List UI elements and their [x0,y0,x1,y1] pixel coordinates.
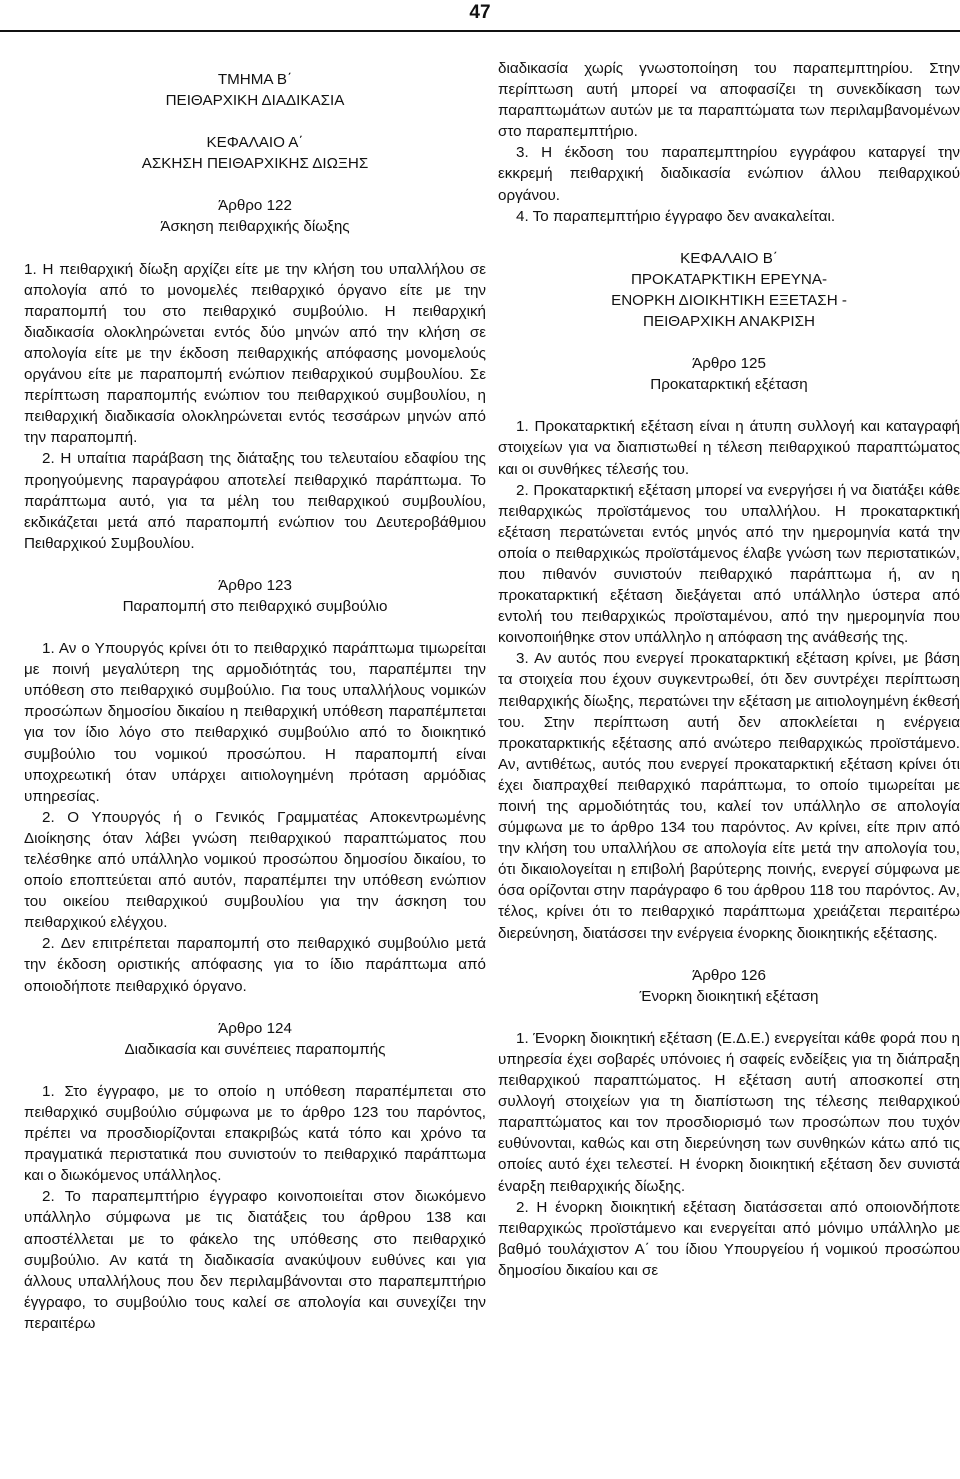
article-124-paragraph-1: 1. Στο έγγραφο, με το οποίο η υπόθεση παραπέμπεται στο πειθαρχικό συμβούλιο σύμφωνα με το άρθρο 123 του παρόντος, πρέπει να προσδιορίζονται επακριβώς κατά τόπο και χρόνο τα πραγματικά περιστατικά που συνιστούν το πειθαρχικό παράπτωμα και ο διωκόμενος υπάλληλος. [24,1082,486,1185]
article-122-paragraph-2: 2. Η υπαίτια παράβαση της διάταξης του τελευταίου εδαφίου της προηγούμενης παραγράφου αποτελεί πειθαρχικό παράπτωμα. Το παράπτωμα αυτό, για τα μέλη του πειθαρχικού συμβουλίου, εκδικάζεται μετά από παραπομπή ενώπιον του Δευτεροβάθμιου Πειθαρχικού Συμβουλίου. [24,450,486,552]
article-123-paragraph-2: 2. Ο Υπουργός ή ο Γενικός Γραμματέας Αποκεντρωμένης Διοίκησης όταν λάβει γνώση πειθαρχικού παραπτώματος που τελέσθηκε από υπάλληλο νομικού προσώπου δημοσίου δικαίου, το οποίο εποπτεύεται από αυτόν, παραπέμπει την υπόθεση ενώπιον του οικείου πειθαρχικού συμβουλίου για την άσκηση του πειθαρχικού ελέγχου. [24,808,486,932]
right-column [498,58,960,1281]
article-124-paragraph-4: 4. Το παραπεμπτήριο έγγραφο δεν ανακαλείται. [516,207,836,225]
page-number: 47 [469,2,491,23]
chapter-title: ΚΕΦΑΛΑΙΟ Α΄ [206,134,304,152]
left-column [24,58,486,1334]
article-126-paragraph-1: 1. Ένορκη διοικητική εξέταση (Ε.Δ.Ε.) ενεργείται κάθε φορά που η υπηρεσία έχει σοβαρές υπόνοιες ή σαφείς ενδείξεις για τη διάπραξη πειθαρχικού παραπτώματος. Η εξέταση αυτή αποσκοπεί στη συλλογή στοιχείων για τη διαπίστωση της τέλεσης πειθαρχικού παραπτώματος και τον προσδιορισμό των προσώπων που τυχόν ευθύνονται, καθώς και στη διερεύνηση των συνθηκών κάτω από τις οποίες αυτό έχει τελεστεί. Η ένορκη διοικητική εξέταση δεν συνιστά έναρξη πειθαρχικής δίωξης. [498,1029,960,1195]
article-125-paragraph-1: 1. Προκαταρκτική εξέταση είναι η άτυπη συλλογή και καταγραφή στοιχείων για να διαπιστωθεί η τέλεση πειθαρχικού παραπτώματος και οι συνθήκες τέλεσής του. [498,418,960,478]
article-122-paragraph-1: 1. Η πειθαρχική δίωξη αρχίζει είτε με την κλήση του υπαλλήλου σε απολογία από το μονομελές πειθαρχικό όργανο είτε με την παραπομπή του στο πειθαρχικό συμβούλιο. Η πειθαρχική διαδικασία ολοκληρώνεται εντός δύο μηνών από την κλήση σε απολογία είτε με την έκδοση πειθαρχικής απόφασης μονομελούς οργάνου είτε με παραπομπή ενώπιον πειθαρχικού συμβουλίου. Σε περίπτωση παραπομπής ενώπιον του πειθαρχικού συμβουλίου, η πειθαρχική διαδικασία ολοκληρώνεται εντός τεσσάρων μηνών από την παραπομπή. [24,260,486,447]
article-124-number: Άρθρο 124 [218,1019,292,1037]
article-126-title: Ένορκη διοικητική εξέταση [639,987,819,1005]
article-124-paragraph-2: 2. Το παραπεμπτήριο έγγραφο κοινοποιείται στον διωκόμενο υπάλληλο σύμφωνα με τις διατάξεις του άρθρου 138 και αποστέλλεται με το φάκελο της υπόθεσης στο πειθαρχικό συμβούλιο. Αν κατά τη διαδικασία ανακύψουν ευθύνες και για άλλους υπαλλήλους που δεν περιλαμβάνονται στο παραπεμπτήριο έγγραφο, το συμβούλιο τους καλεί σε απολογία και συνεχίζει την περαιτέρω [24,1188,486,1332]
article-126-paragraph-2: 2. Η ένορκη διοικητική εξέταση διατάσσεται από οποιονδήποτε πειθαρχικώς προϊστάμενο και ενεργείται από μόνιμο υπάλληλο με βαθμό τουλάχιστον Α΄ του ίδιου Υπουργείου ή νομικού προσώπου δημοσίου δικαίου και σε [498,1198,960,1279]
article-126-number: Άρθρο 126 [692,966,766,984]
article-122-title: Άσκηση πειθαρχικής δίωξης [160,218,350,236]
chapter-b-subtitle-line-2: ΕΝΟΡΚΗ ΔΙΟΙΚΗΤΙΚΗ ΕΞΕΤΑΣΗ - [611,291,847,309]
part-subtitle: ΠΕΙΘΑΡΧΙΚΗ ΔΙΑΔΙΚΑΣΙΑ [165,92,345,110]
article-123-paragraph-1: 1. Αν ο Υπουργός κρίνει ότι το πειθαρχικό παράπτωμα τιμωρείται με ποινή μεγαλύτερη της αρμοδιότητάς του, παραπέμπει την υπόθεση στο πειθαρχικό συμβούλιο. Για τους υπαλλήλους νομικών προσώπων δημοσίου δικαίου η πειθαρχική υπόθεση παραπέμπεται για τον ίδιο λόγο στο πειθαρχικό συμβούλιο από το διοικητικό συμβούλιο του νομικού προσώπου. Η παραπομπή είναι υποχρεωτική όταν υπάρχει αιτιολογημένη πρόταση αρμόδιας υπηρεσίας. [24,640,486,805]
chapter-b-subtitle-line-3: ΠΕΙΘΑΡΧΙΚΗ ΑΝΑΚΡΙΣΗ [642,313,815,331]
chapter-b-subtitle-line-1: ΠΡΟΚΑΤΑΡΚΤΙΚΗ ΕΡΕΥΝΑ- [630,270,828,288]
article-123-paragraph-3: 2. Δεν επιτρέπεται παραπομπή στο πειθαρχικό συμβούλιο μετά την έκδοση οριστικής απόφασης για το ίδιο παράπτωμα από οποιοδήποτε πειθαρχικό όργανο. [24,935,486,995]
chapter-b-title: ΚΕΦΑΛΑΙΟ Β΄ [680,249,778,267]
article-125-title: Προκαταρκτική εξέταση [650,376,808,394]
header-rule [0,30,960,32]
article-124-paragraph-3: 3. Η έκδοση του παραπεμπτηρίου εγγράφου καταργεί την εκκρεμή πειθαρχική διαδικασία ενώπιον άλλου πειθαρχικού οργάνου. [498,144,960,204]
article-123-number: Άρθρο 123 [218,576,292,594]
part-title: ΤΜΗΜΑ Β΄ [217,71,293,88]
article-125-paragraph-2: 2. Προκαταρκτική εξέταση μπορεί να ενεργήσει ή να διατάξει κάθε πειθαρχικώς προϊστάμενος του υπαλλήλου. Η προκαταρκτική εξέταση περατώνεται εντός μηνός από την ημερομηνία κατά την οποία ο πειθαρχικώς προϊστάμενος έλαβε γνώση των περιστατικών, που πιθανόν συνιστούν πειθαρχικό παράπτωμα ή, αν η προκαταρκτική εξέταση διεξάγεται από υπάλληλο ύστερα από εντολή του πειθαρχικώς προϊσταμένου, από την ημερομηνία που κοινοποιήθηκε στον υπάλληλο η απόφαση της ανάθεσής της. [498,481,960,647]
article-125-paragraph-3: 3. Αν αυτός που ενεργεί προκαταρκτική εξέταση κρίνει, με βάση τα στοιχεία που έχουν συγκεντρωθεί, ότι δεν συντρέχει περίπτωση πειθαρχικής δίωξης, περατώνει την εξέταση με αιτιολογημένη έκθεσή του. Στην περίπτωση αυτή δεν αποκλείεται η ενέργεια προκαταρκτικής εξέτασης από ανώτερο πειθαρχικώς προϊστάμενο. Αν, αντιθέτως, αυτός που ενεργεί προκαταρκτική εξέταση κρίνει ότι έχει διαπραχθεί πειθαρχικό παράπτωμα, το οποίο τιμωρείται με ποινή της αρμοδιότητάς του, καλεί τον υπάλληλο σε απολογία σύμφωνα με το άρθρο 134 του παρόντος. Αν κρίνει, είτε πριν από την κλήση του υπαλλήλου σε απολογία είτε μετά την απολογία του, ότι δικαιολογείται η επιβολή βαρύτερης ποινής, ενεργεί σύμφωνα με όσα ορίζονται στην παράγραφο 6 του άρθρου 118 του παρόντος. Αν, τέλος, κρίνει ότι το πειθαρχικό παράπτωμα χρειάζεται περαιτέρω διερεύνηση, διατάσσει την ενέργεια ένορκης διοικητικής εξέτασης. [498,650,960,942]
article-124-title: Διαδικασία και συνέπειες παραπομπής [124,1040,386,1058]
article-125-number: Άρθρο 125 [692,355,766,373]
chapter-subtitle: ΑΣΚΗΣΗ ΠΕΙΘΑΡΧΙΚΗΣ ΔΙΩΞΗΣ [141,155,369,173]
article-122-number: Άρθρο 122 [218,197,292,215]
article-123-title: Παραπομπή στο πειθαρχικό συμβούλιο [122,597,388,615]
article-124-paragraph-2-continued: διαδικασία χωρίς γνωστοποίηση του παραπεμπτηρίου. Στην περίπτωση αυτή μπορεί να αποφασίζει τη συνεκδίκαση των παραπτωμάτων αυτών με τα παραπτώματα των περιλαμβανομένων στο παραπεμπτήριο. [498,60,960,141]
